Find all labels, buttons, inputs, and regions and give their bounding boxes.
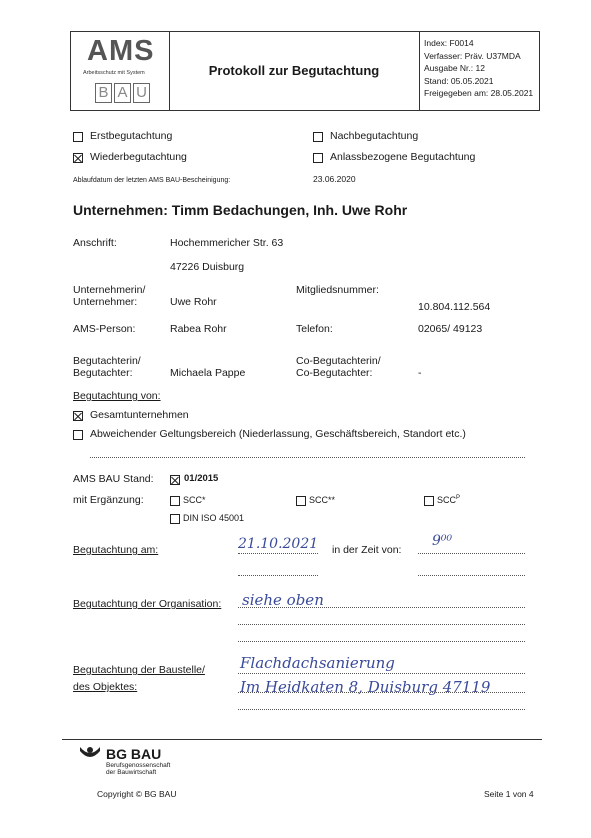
nachbegutachtung-label: Nachbegutachtung [330,130,419,142]
bg-bau-sub-2: der Bauwirtschaft [106,769,157,776]
scc1-label: SCC* [183,495,206,505]
copyright: Copyright © BG BAU [97,789,177,799]
begutachter-label-1: Begutachterin/ [73,355,141,367]
telefon-value: 02065/ 49123 [418,323,483,335]
erstbegutachtung-label: Erstbegutachtung [90,130,173,142]
begutachtung-am-label: Begutachtung am: [73,544,159,556]
meta-stand: Stand: 05.05.2021 [424,75,494,86]
ams-logo-subtitle: Arbeitsschutz mit System [83,70,145,76]
company-heading: Unternehmen: Timm Bedachungen, Inh. Uwe Rohr [73,202,408,218]
baustelle-value-1: Flachdachsanierung [240,654,395,672]
meta-verfasser: Verfasser: Präv. U37MDA [424,50,521,61]
baustelle-label-1: Begutachtung der Baustelle/ [73,664,205,676]
abweichend-dotted-line [90,457,525,458]
ablaufdatum-label: Ablaufdatum der letzten AMS BAU-Bescheinigung: [73,177,231,184]
ams-person-value: Rabea Rohr [170,323,227,335]
zeit-dotted-line-2 [418,575,525,576]
bau-letter-u: U [133,83,150,103]
bau-letters [95,83,150,103]
baustelle-dotted-line-1 [238,673,525,674]
meta-ausgabe: Ausgabe Nr.: 12 [424,63,485,73]
anschrift-label: Anschrift: [73,237,117,249]
abweichend-label: Abweichender Geltungsbereich (Niederlassung, Geschäftsbereich, Standort etc.) [90,428,466,440]
ams-person-label: AMS-Person: [73,323,136,335]
unternehmer-label-2: Unternehmer: [73,296,138,308]
footer-divider [62,739,542,740]
wiederbegutachtung-label: Wiederbegutachtung [90,151,187,163]
begutachtung-am-value: 21.10.2021 [238,536,319,552]
co-begutachter-label-1: Co-Begutachterin/ [296,355,381,367]
begutachter-value: Michaela Pappe [170,367,246,379]
meta-index: Index: F0014 [424,38,474,48]
zeit-dotted-line-1 [418,553,525,554]
scc2-label: SCC** [309,495,336,505]
unternehmer-value: Uwe Rohr [170,296,217,308]
baustelle-value-2: Im Heidkaten 8, Duisburg 47119 [240,678,491,696]
gesamtunternehmen-checkbox[interactable] [73,411,83,421]
din-label: DIN ISO 45001 [183,513,245,523]
scc3-label [437,495,460,505]
anlassbezogene-label: Anlassbezogene Begutachtung [330,151,476,163]
wiederbegutachtung-checkbox[interactable] [73,153,83,163]
org-dotted-line-3 [238,641,525,642]
baustelle-label-2: des Objektes: [73,681,138,693]
ablaufdatum-value: 23.06.2020 [313,174,356,184]
stand-value: 01/2015 [184,473,219,484]
ams-logo: AMS [87,35,155,67]
organisation-value: siehe oben [242,591,324,609]
erstbegutachtung-checkbox[interactable] [73,132,83,142]
bg-bau-logo-icon [78,745,102,763]
mitgliedsnummer-value: 10.804.112.564 [418,301,491,313]
bg-bau-sub-1: Berufsgenossenschaft [106,762,171,769]
zeit-value: 9⁰⁰ [432,533,453,549]
abweichend-checkbox[interactable] [73,430,83,440]
scc3-sup: P [456,495,461,501]
ergaenzung-label: mit Ergänzung: [73,494,144,506]
mitgliedsnummer-label: Mitgliedsnummer: [296,284,379,296]
org-dotted-line-2 [238,624,525,625]
meta-freigegeben: Freigegeben am: 28.05.2021 [424,88,534,98]
bau-letter-a: A [114,83,131,103]
header-box [70,31,540,111]
scc1-checkbox[interactable] [170,496,180,506]
co-begutachter-value: - [418,367,422,379]
scc3-text: SCC [437,495,457,505]
bg-bau-name: BG BAU [106,746,162,762]
zeit-label: in der Zeit von: [332,544,402,556]
baustelle-dotted-line-2 [238,692,525,693]
logo-cell [71,32,170,110]
unternehmer-label-1: Unternehmerin/ [73,284,146,296]
org-dotted-line-1 [238,607,525,608]
meta-cell [419,32,539,110]
bau-letter-b: B [95,83,112,103]
anlassbezogene-checkbox[interactable] [313,153,323,163]
gesamtunternehmen-label: Gesamtunternehmen [90,409,189,421]
scc2-checkbox[interactable] [296,496,306,506]
scc3-checkbox[interactable] [424,496,434,506]
baustelle-dotted-line-3 [238,709,525,710]
stand-checkbox[interactable] [170,475,180,485]
document-title: Protokoll zur Begutachtung [208,63,380,78]
scope-heading: Begutachtung von: [73,390,161,402]
telefon-label: Telefon: [296,323,333,335]
begutachter-label-2: Begutachter: [73,367,133,379]
am-dotted-line-2 [238,575,318,576]
organisation-label: Begutachtung der Organisation: [73,598,222,610]
street-value: Hochemmericher Str. 63 [170,237,284,249]
page-number: Seite 1 von 4 [484,789,534,799]
nachbegutachtung-checkbox[interactable] [313,132,323,142]
city-value: 47226 Duisburg [170,261,245,273]
din-checkbox[interactable] [170,514,180,524]
am-dotted-line-1 [238,553,318,554]
co-begutachter-label-2: Co-Begutachter: [296,367,373,379]
stand-label: AMS BAU Stand: [73,473,154,485]
